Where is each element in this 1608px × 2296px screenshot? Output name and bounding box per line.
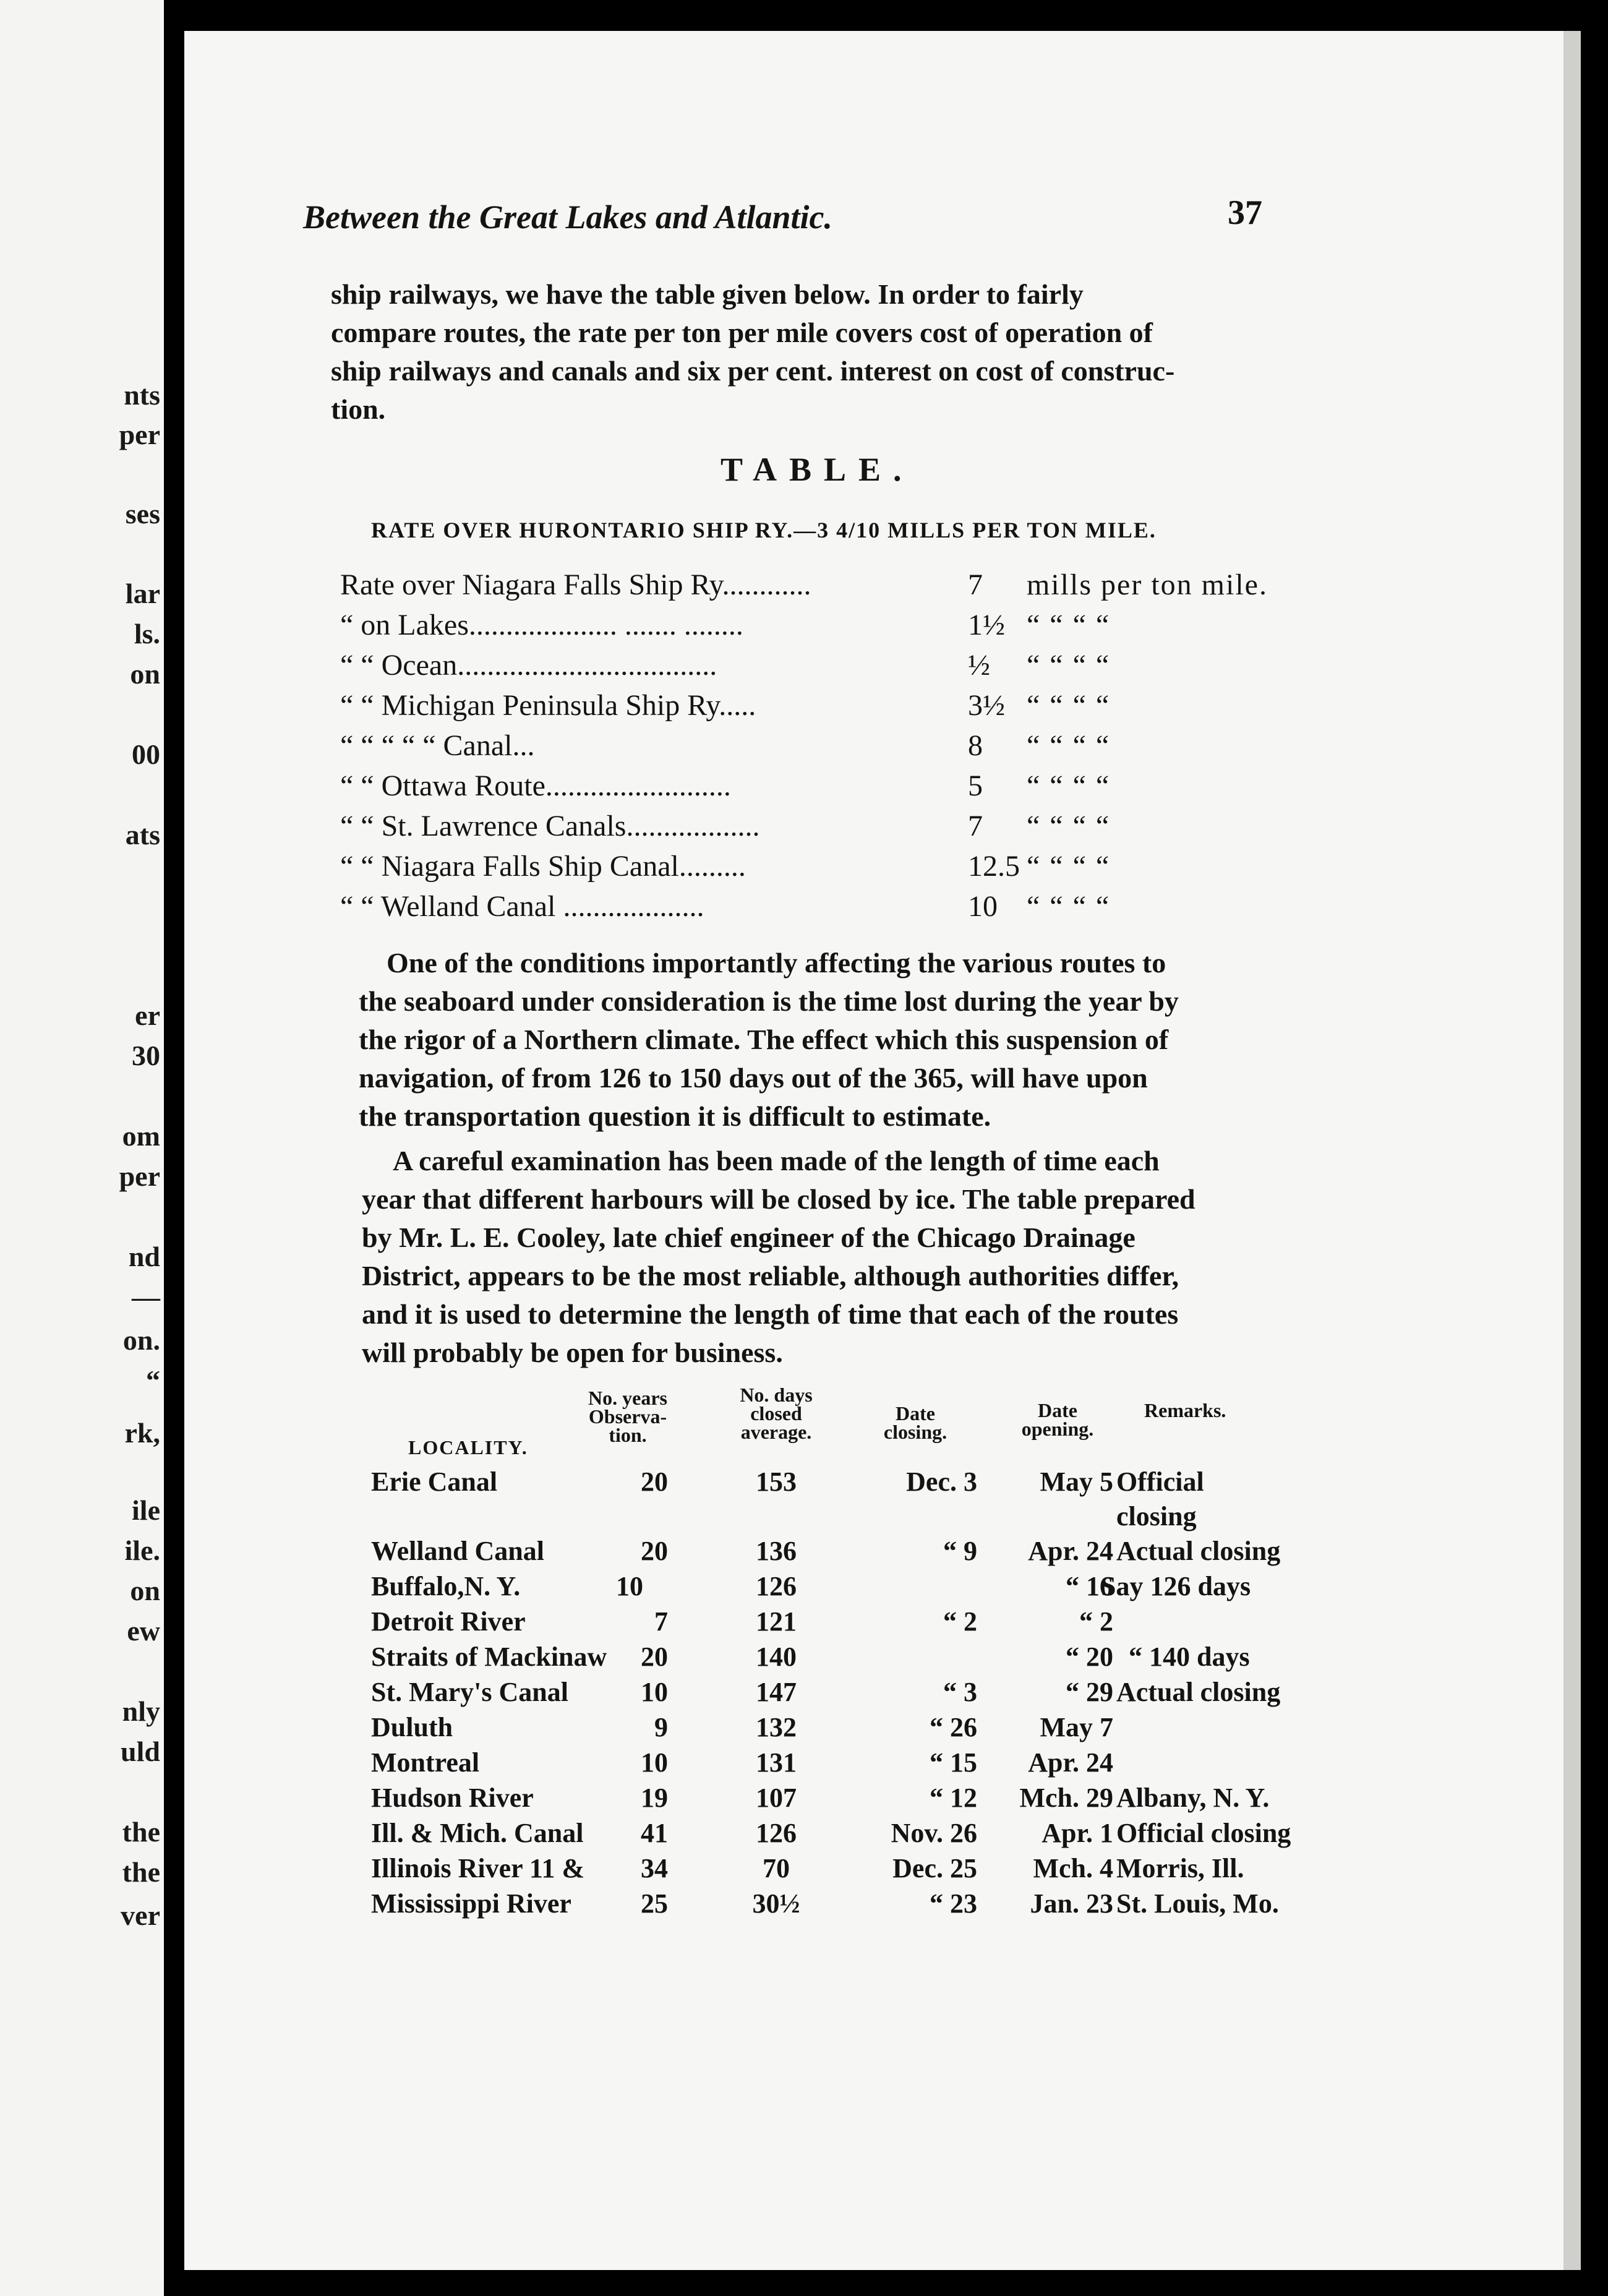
cell-locality: Mississippi River [371, 1888, 571, 1919]
cell-years: 20 [641, 1536, 668, 1566]
left-fragment: ew [127, 1615, 160, 1647]
cell-closing: Dec. 25 [892, 1853, 977, 1883]
left-fragment: ats [125, 819, 160, 850]
paragraph-cooley [362, 1142, 1195, 1372]
rate-value: 5 [968, 769, 983, 802]
cell-years: 7 [654, 1606, 668, 1637]
rate-unit: “ “ “ “ [1027, 890, 1111, 923]
header-line: closing. [883, 1421, 947, 1443]
cell-opening: Apr. 24 [1028, 1747, 1113, 1778]
rate-unit: “ “ “ “ [1027, 609, 1111, 641]
cell-locality: Welland Canal [371, 1536, 544, 1566]
cell-remarks: Actual closing [1116, 1536, 1281, 1566]
cell-opening: May 7 [1040, 1712, 1113, 1742]
cell-opening: Apr. 1 [1041, 1818, 1113, 1848]
left-page-edge [0, 0, 164, 2296]
left-fragment: ses [125, 498, 160, 529]
left-fragment: ver [121, 1900, 160, 1931]
header-remarks: Remarks. [1144, 1399, 1226, 1421]
rate-value: 12.5 [968, 850, 1020, 883]
text-line: tion. [331, 393, 386, 425]
cell-locality: Ill. & Mich. Canal [371, 1818, 584, 1848]
rate-unit: “ “ “ “ [1027, 729, 1111, 762]
paragraph-climate [359, 944, 1179, 1136]
cell-years: 20 [641, 1642, 668, 1672]
cell-closing: Dec. 3 [906, 1467, 977, 1497]
left-fragment: ls. [134, 618, 160, 649]
header-locality: LOCALITY. [408, 1436, 528, 1459]
header-line: closed [750, 1402, 802, 1424]
header-line: Date [896, 1402, 935, 1424]
rate-label: “ “ Welland Canal ................... [340, 890, 704, 923]
left-fragment: ile [132, 1494, 160, 1526]
header-line: Observa- [588, 1405, 667, 1428]
left-fragment: per [119, 1160, 160, 1192]
cell-years: 9 [654, 1712, 668, 1742]
cell-days: 70 [763, 1853, 790, 1883]
cell-days: 140 [756, 1642, 797, 1672]
left-fragment: lar [125, 578, 160, 609]
text-line: compare routes, the rate per ton per mile covers cost of operation of [331, 317, 1153, 348]
header-days [730, 1386, 823, 1441]
cell-opening: “ 2 [1079, 1606, 1113, 1637]
rate-unit: mills per ton mile. [1027, 568, 1268, 601]
left-fragment: nd [128, 1241, 160, 1272]
rate-unit: “ “ “ “ [1027, 850, 1111, 883]
text-line: the transportation question it is difficult to estimate. [359, 1100, 991, 1132]
text-line: ship railways, we have the table given below. In order to fairly [331, 278, 1084, 310]
rate-heading: RATE OVER HURONTARIO SHIP RY.—3 4/10 MILLS PER TON MILE. [371, 518, 1157, 542]
cell-opening: Mch. 29 [1019, 1783, 1113, 1813]
text-line: year that different harbours will be closed by ice. The table prepared [362, 1183, 1195, 1215]
text-line: navigation, of from 126 to 150 days out of the 365, will have upon [359, 1062, 1148, 1094]
cell-closing: “ 2 [943, 1606, 977, 1637]
left-fragment: “ [146, 1364, 160, 1396]
cell-days: 147 [756, 1677, 797, 1707]
left-fragment: 00 [132, 739, 160, 770]
rate-label: “ “ Niagara Falls Ship Canal......... [340, 850, 746, 883]
cell-years: 25 [641, 1888, 668, 1919]
cell-locality: Montreal [371, 1747, 480, 1778]
cell-locality: Straits of Mackinaw [371, 1642, 607, 1672]
cell-remarks: Albany, N. Y. [1116, 1783, 1270, 1813]
rate-label: “ “ “ “ “ Canal... [340, 729, 535, 762]
rate-unit: “ “ “ “ [1027, 810, 1111, 842]
header-closing [872, 1404, 959, 1441]
text-line: District, appears to be the most reliable, although authorities differ, [362, 1260, 1179, 1292]
rate-value: 3½ [968, 689, 1005, 722]
cell-remarks: “ 140 days [1129, 1642, 1250, 1672]
cell-days: 126 [756, 1818, 797, 1848]
rate-label: “ “ Michigan Peninsula Ship Ry..... [340, 689, 756, 722]
cell-remarks-cont: closing [1116, 1501, 1197, 1531]
text-line: and it is used to determine the length of time that each of the routes [362, 1298, 1179, 1330]
rate-unit: “ “ “ “ [1027, 689, 1111, 722]
cell-days: 131 [756, 1747, 797, 1778]
page-edge-shadow [1563, 31, 1581, 2270]
cell-remarks: Morris, Ill. [1116, 1853, 1244, 1883]
rate-unit: “ “ “ “ [1027, 649, 1111, 682]
cell-opening: “ 20 [1066, 1642, 1113, 1672]
left-fragment: — [132, 1281, 160, 1313]
cell-locality: Hudson River [371, 1783, 534, 1813]
text-line: One of the conditions importantly affecting the various routes to [387, 947, 1166, 979]
cell-days: 107 [756, 1783, 797, 1813]
header-line: Date [1038, 1399, 1077, 1421]
cell-closing: “ 15 [930, 1747, 977, 1778]
left-fragment: ile. [124, 1535, 160, 1566]
cell-opening: Apr. 24 [1028, 1536, 1113, 1566]
cell-closing: “ 23 [930, 1888, 977, 1919]
cell-closing: Nov. 26 [891, 1818, 977, 1848]
cell-days: 153 [756, 1467, 797, 1497]
rate-unit: “ “ “ “ [1027, 769, 1111, 802]
cell-opening: “ 16 [1066, 1571, 1113, 1601]
rate-value: 8 [968, 729, 983, 762]
text-line: A careful examination has been made of the length of time each [393, 1145, 1160, 1176]
cell-locality: Duluth [371, 1712, 453, 1742]
cell-opening: May 5 [1040, 1467, 1113, 1497]
header-opening [1011, 1401, 1104, 1438]
cell-opening: Jan. 23 [1030, 1888, 1113, 1919]
rate-value: 7 [968, 568, 983, 601]
rate-label: “ on Lakes.................... ....... ........ [340, 609, 743, 641]
text-line: the rigor of a Northern climate. The effect which this suspension of [359, 1024, 1169, 1055]
running-header-title: Between the Great Lakes and Atlantic. [303, 199, 832, 236]
rate-label: “ “ Ocean................................... [340, 649, 717, 682]
left-fragment: per [119, 419, 160, 450]
cell-days: 136 [756, 1536, 797, 1566]
cell-locality: St. Mary's Canal [371, 1677, 568, 1707]
rate-value: 1½ [968, 609, 1005, 641]
left-fragment: om [122, 1120, 160, 1152]
cell-years: 10 [616, 1571, 643, 1601]
table-heading: TABLE. [721, 451, 914, 488]
text-line: the seaboard under consideration is the time lost during the year by [359, 985, 1179, 1017]
rate-value: 7 [968, 810, 983, 842]
cell-locality: Buffalo,N. Y. [371, 1571, 521, 1601]
left-fragment: on [130, 658, 160, 690]
left-fragment: the [122, 1816, 160, 1848]
cell-days: 132 [756, 1712, 797, 1742]
left-fragment: 30 [132, 1040, 160, 1071]
cell-remarks: St. Louis, Mo. [1116, 1888, 1279, 1919]
cell-locality: Illinois River 11 & [371, 1853, 585, 1883]
cell-years: 10 [641, 1747, 668, 1778]
left-fragment: the [122, 1856, 160, 1888]
cell-remarks: Official closing [1116, 1818, 1291, 1848]
cell-opening: “ 29 [1066, 1677, 1113, 1707]
cell-years: 41 [641, 1818, 668, 1848]
cell-closing: “ 3 [943, 1677, 977, 1707]
intro-paragraph [331, 275, 1174, 429]
cell-opening: Mch. 4 [1033, 1853, 1113, 1883]
left-fragment: er [135, 1000, 160, 1031]
header-line: tion. [609, 1424, 647, 1446]
cell-remarks: Say 126 days [1101, 1571, 1251, 1601]
cell-years: 19 [641, 1783, 668, 1813]
cell-locality: Erie Canal [371, 1467, 498, 1497]
rate-label: Rate over Niagara Falls Ship Ry............ [340, 568, 811, 601]
header-line: No. days [740, 1384, 813, 1406]
left-fragment: nts [124, 379, 160, 411]
cell-closing: “ 12 [930, 1783, 977, 1813]
header-years [584, 1389, 671, 1444]
cell-years: 20 [641, 1467, 668, 1497]
left-fragment: nly [122, 1695, 160, 1727]
cell-remarks: Official [1116, 1467, 1204, 1497]
text-line: ship railways and canals and six per cent. interest on cost of construc- [331, 355, 1175, 387]
left-fragment: uld [121, 1736, 160, 1767]
rate-label: “ “ Ottawa Route......................... [340, 769, 731, 802]
rate-value: 10 [968, 890, 998, 923]
cell-days: 30½ [752, 1888, 800, 1919]
rate-value: ½ [968, 649, 990, 682]
text-line: by Mr. L. E. Cooley, late chief engineer of the Chicago Drainage [362, 1222, 1135, 1253]
header-line: No. years [588, 1387, 667, 1409]
cell-days: 121 [756, 1606, 797, 1637]
text-line: will probably be open for business. [362, 1337, 783, 1368]
cell-remarks: Actual closing [1116, 1677, 1281, 1707]
cell-closing: “ 26 [930, 1712, 977, 1742]
cell-years: 10 [641, 1677, 668, 1707]
header-line: opening. [1021, 1418, 1094, 1440]
cell-years: 34 [641, 1853, 668, 1883]
left-fragment: on [130, 1575, 160, 1606]
left-fragment: on. [122, 1324, 160, 1356]
header-line: average. [740, 1421, 812, 1443]
cell-closing: “ 9 [943, 1536, 977, 1566]
cell-locality: Detroit River [371, 1606, 526, 1637]
left-fragment: rk, [124, 1417, 160, 1449]
page-number: 37 [1228, 194, 1262, 232]
rate-label: “ “ St. Lawrence Canals.................. [340, 810, 760, 842]
cell-days: 126 [756, 1571, 797, 1601]
